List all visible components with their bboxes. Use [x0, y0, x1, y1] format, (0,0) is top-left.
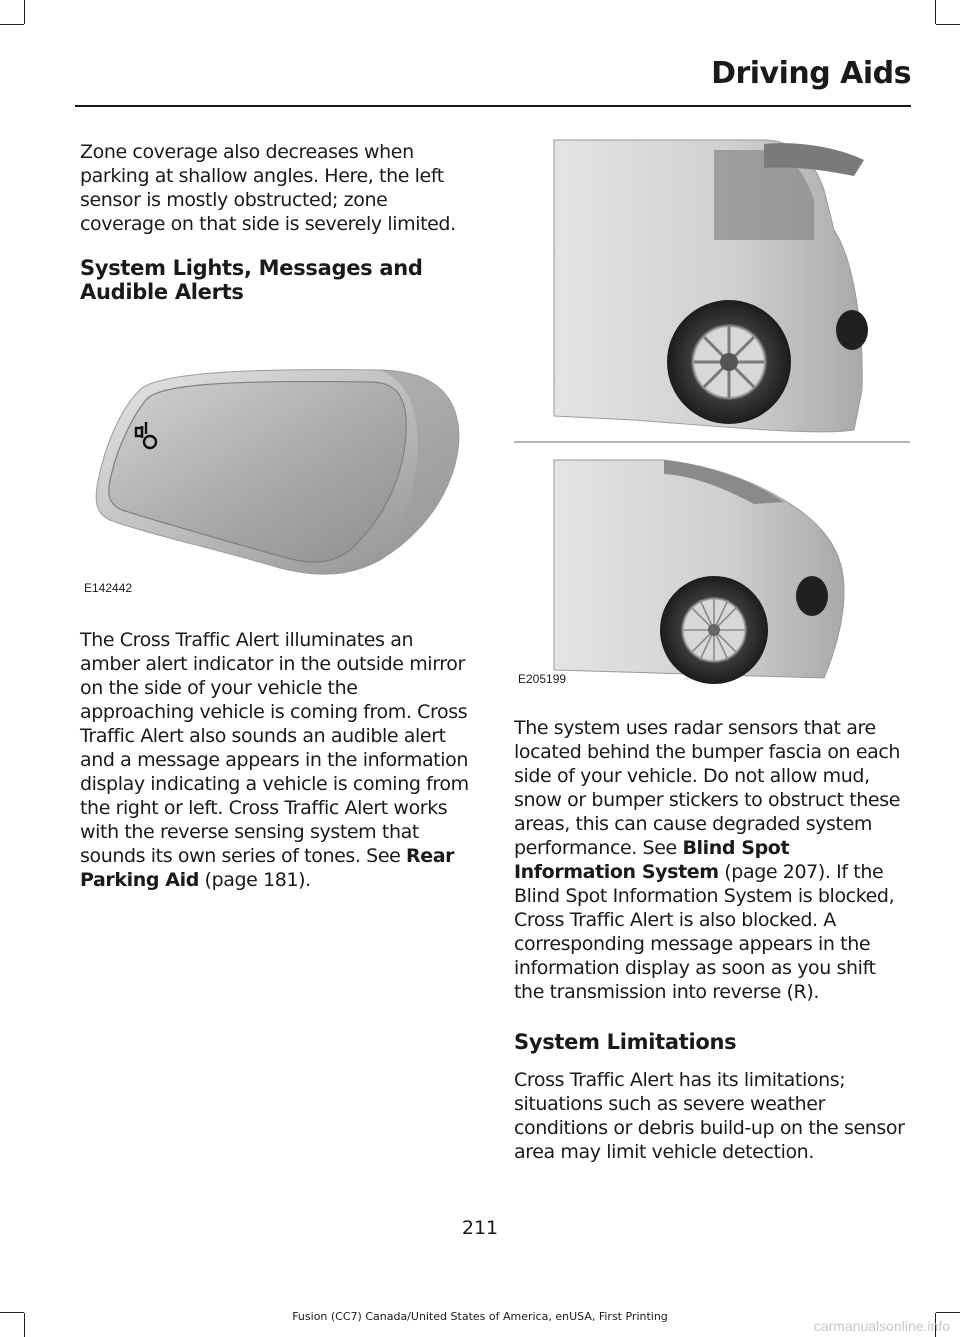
intro-paragraph: Zone coverage also decreases when parking at shallow angles. Here, the left sensor is mostly obstructed; zone coverage on that side is severely limited.: [80, 141, 456, 235]
crop-mark: [24, 0, 25, 24]
side-mirror-illustration: [80, 354, 476, 590]
right-column: [514, 140, 910, 1164]
print-info: Fusion (CC7) Canada/United States of America, enUSA, First Printing: [292, 1310, 668, 1323]
cross-traffic-paragraph: The Cross Traffic Alert illuminates an amber alert indicator in the outside mirror on the side of your vehicle the approaching vehicle is coming from. Cross Traffic Alert also sounds an audible alert and a message appears in the information display indicating a vehicle is coming from the right or left. Cross Traffic Alert works with the reverse sensing system that sounds its own series of tones. See Rear Parking Aid (page 181).: [80, 629, 469, 891]
crop-mark: [0, 24, 24, 25]
vehicle-rear-illustration: [514, 130, 910, 690]
mirror-figure: [80, 354, 476, 595]
crop-mark: [935, 0, 936, 24]
figure-code: E205199: [518, 672, 567, 686]
page-header: [75, 56, 911, 91]
section-heading-limitations: System Limitations: [514, 1030, 737, 1054]
left-column: [80, 140, 476, 892]
limitations-paragraph: Cross Traffic Alert has its limitations; situations such as severe weather conditions or debris build-up on the sensor area may limit vehicle detection.: [514, 1069, 905, 1163]
watermark: carmanualsonline.info: [813, 1318, 950, 1334]
rear-parking-aid-link[interactable]: Rear Parking Aid: [80, 845, 455, 891]
blind-spot-link[interactable]: Blind Spot Information System: [514, 837, 790, 883]
radar-sensors-paragraph: The system uses radar sensors that are located behind the bumper fascia on each side of your vehicle. Do not allow mud, snow or bumper stickers to obstruct these areas, this can cause degraded system performance. See Blind Spot Information System (page 207). If the Blind Spot Information System is blocked, Cross Traffic Alert is also blocked. A corresponding message appears in the information display as soon as you shift the transmission into reverse (R).: [514, 717, 901, 1003]
crop-mark: [936, 24, 960, 25]
section-heading-alerts: System Lights, Messages and Audible Alerts: [80, 256, 423, 304]
figure-code: E142442: [84, 581, 133, 595]
vehicle-figure: [514, 130, 910, 690]
page-number: 211: [461, 1217, 499, 1239]
header-rule: [75, 105, 911, 107]
section-title: Driving Aids: [711, 56, 911, 91]
